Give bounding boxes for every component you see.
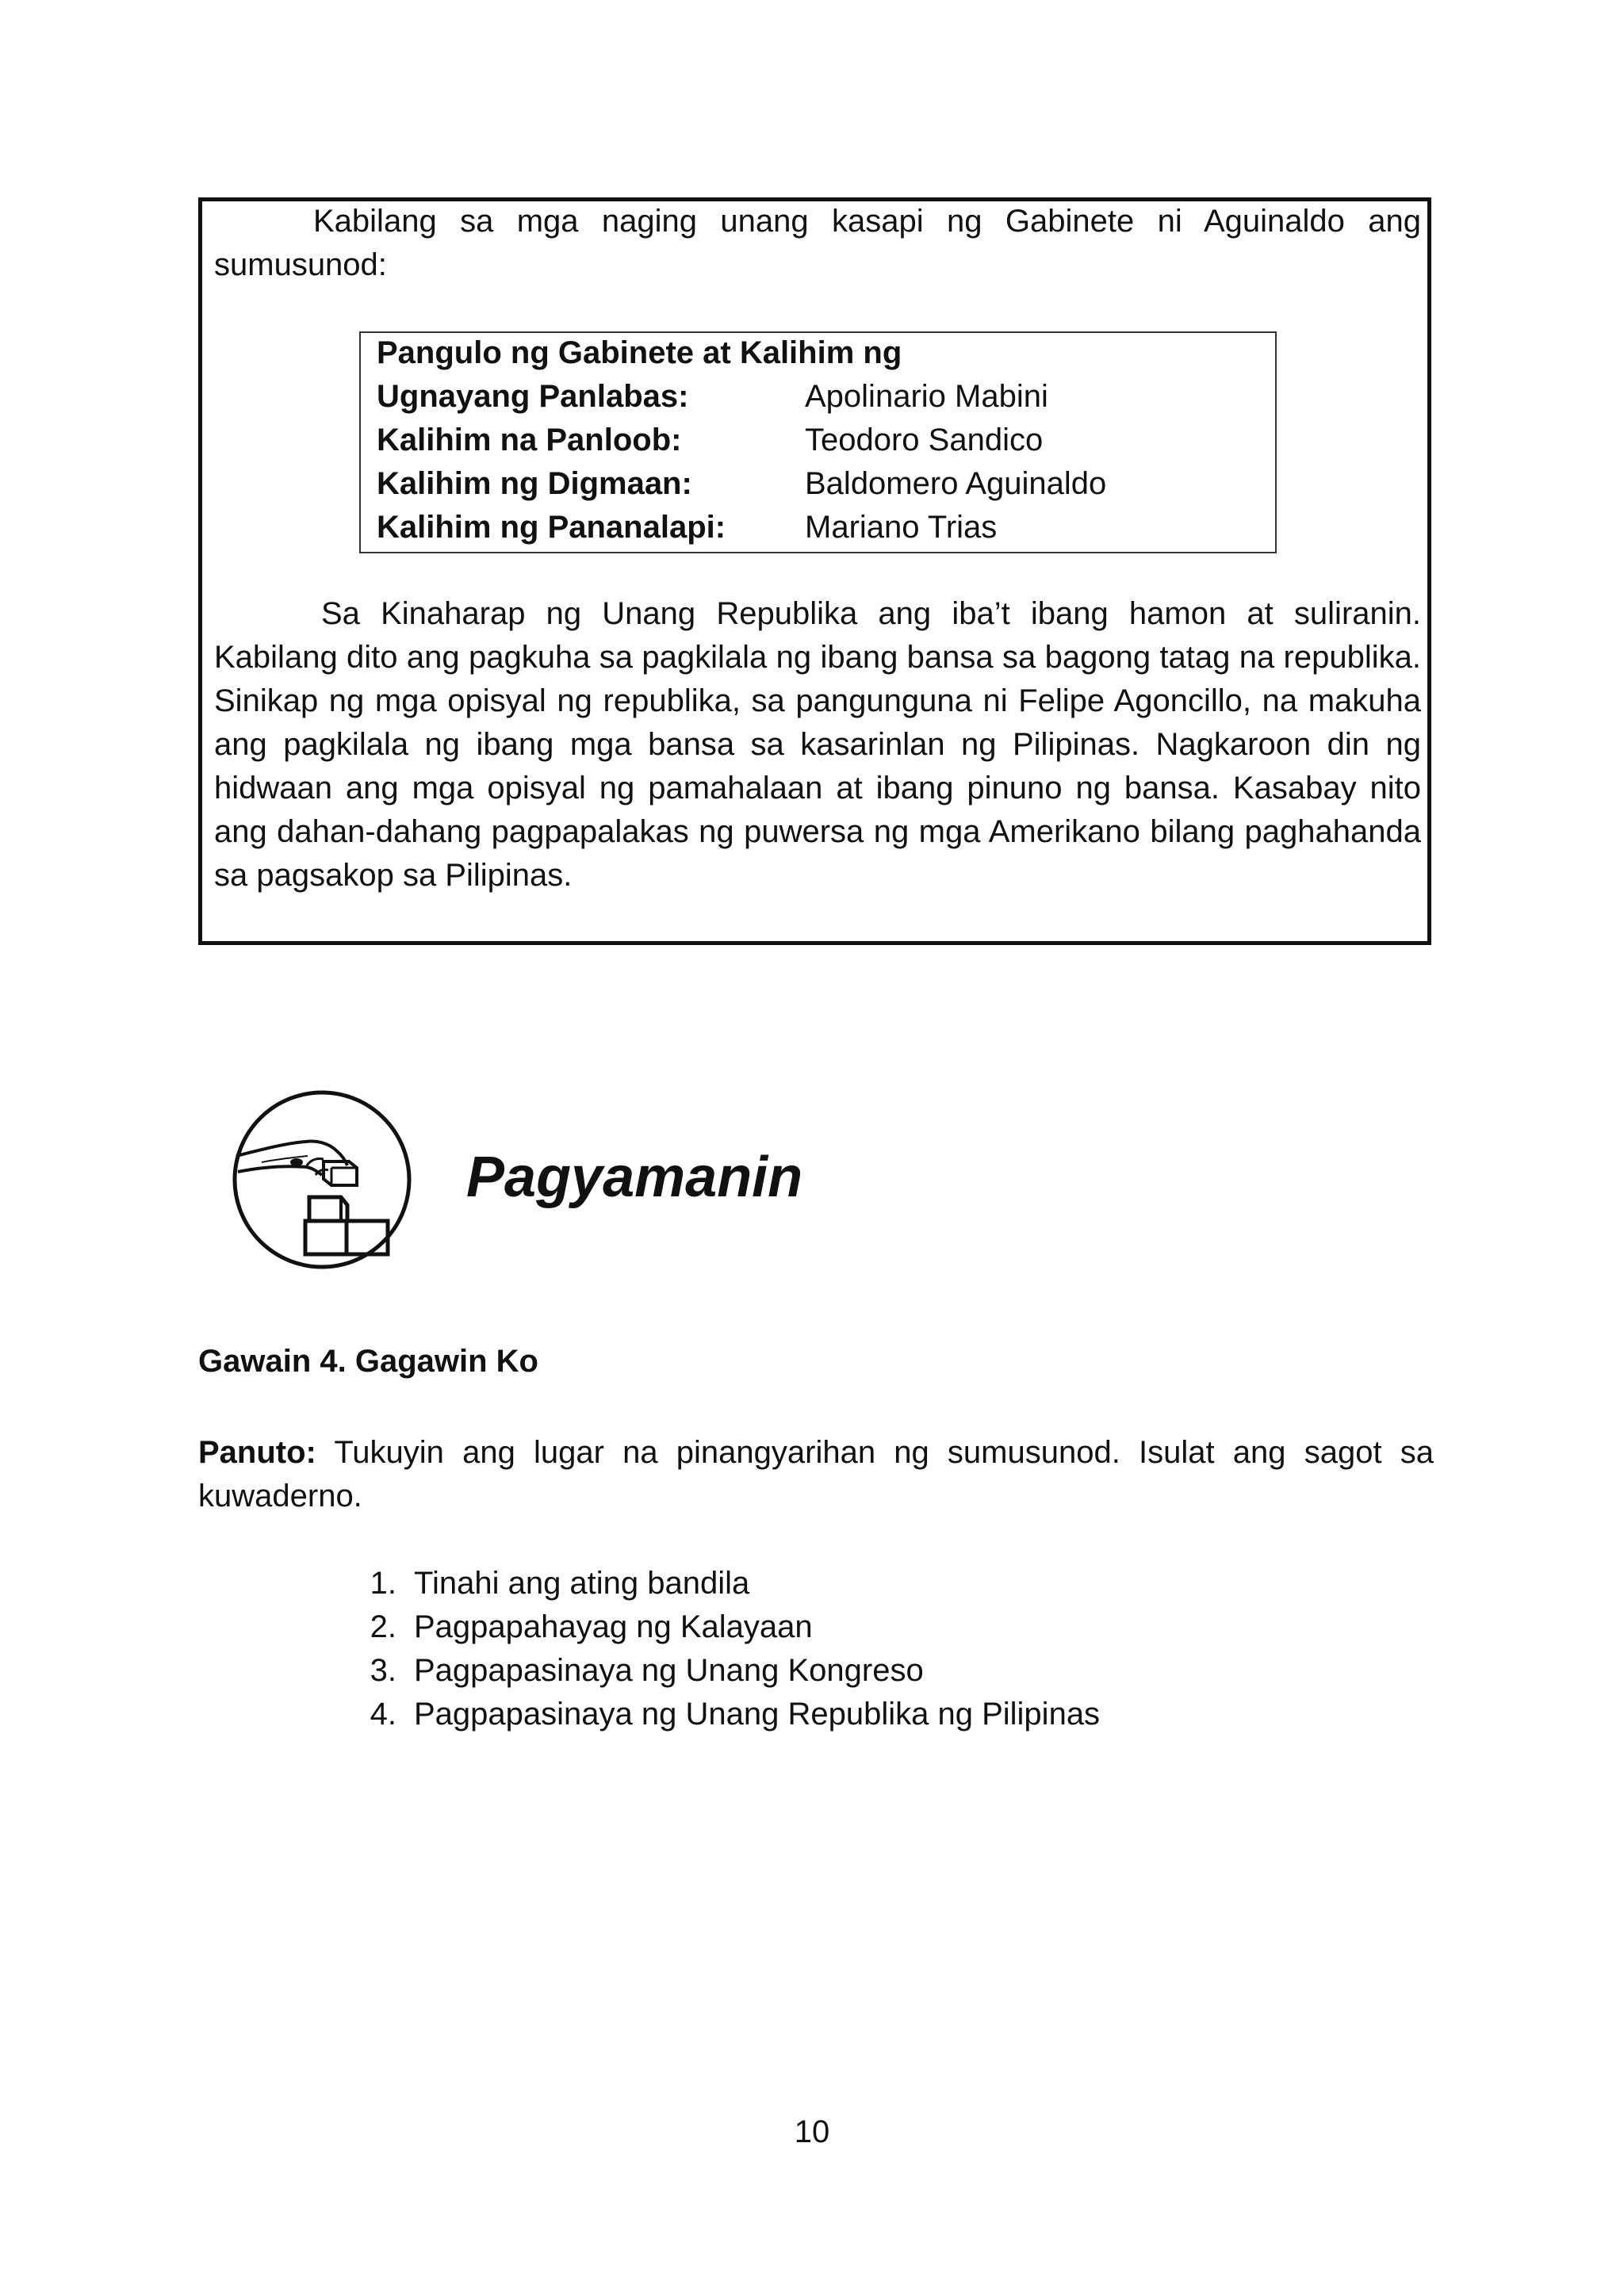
hand-stacking-blocks-icon [230, 1086, 420, 1276]
item-number: 1. [370, 1566, 396, 1601]
republic-challenges-paragraph: Sa Kinaharap ng Unang Republika ang iba’t ibang hamon at suliranin. Kabilang dito ang pagkuha sa pagkilala ng ibang bansa sa bagong tatag na republika. Sinikap ng mga opisyal ng republika, sa pangunguna ni Felipe Agoncillo, na makuha ang pagkilala ng ibang mga bansa sa kasarinlan ng Pilipinas. Nagkaroon din ng hidwaan ang mga opisyal ng pamahalaan at ibang pinuno ng bansa. Kasabay nito ang dahan-dahang pagpapalakas ng puwersa ng mga Amerikano bilang paghahanda sa pagsakop sa Pilipinas. [214, 596, 1421, 893]
section-title: Pagyamanin [466, 1146, 803, 1209]
item-text: Pagpapahayag ng Kalayaan [414, 1609, 813, 1644]
cabinet-row [377, 419, 1043, 462]
cabinet-member: Apolinario Mabini [805, 379, 1048, 414]
cabinet-row [377, 375, 1048, 419]
cabinet-member: Baldomero Aguinaldo [805, 466, 1107, 501]
cabinet-role: Kalihim ng Digmaan: [377, 466, 692, 501]
activity-items [341, 1562, 1100, 1736]
cabinet-role: Kalihim na Panloob: [377, 423, 682, 457]
activity-instruction [198, 1431, 1434, 1518]
list-item [341, 1649, 1100, 1693]
cabinet-row [377, 506, 997, 549]
list-item [341, 1693, 1100, 1736]
cabinet-role: Ugnayang Panlabas: [377, 379, 689, 414]
item-text: Pagpapasinaya ng Unang Republika ng Pilipinas [414, 1697, 1101, 1732]
item-number: 2. [370, 1609, 396, 1644]
cabinet-header [377, 331, 902, 375]
item-text: Tinahi ang ating bandila [414, 1566, 750, 1601]
cabinet-member: Mariano Trias [805, 510, 998, 545]
cabinet-header-text: Pangulo ng Gabinete at Kalihim ng [377, 335, 902, 370]
cabinet-row [377, 462, 1106, 506]
cabinet-role: Kalihim ng Pananalapi: [377, 510, 726, 545]
item-text: Pagpapasinaya ng Unang Kongreso [414, 1653, 924, 1688]
instruction-label: Panuto: [198, 1435, 316, 1470]
item-number: 3. [370, 1653, 396, 1688]
cabinet-member: Teodoro Sandico [805, 423, 1044, 457]
item-number: 4. [370, 1697, 396, 1732]
page-number: 10 [794, 2114, 830, 2149]
cabinet-intro-paragraph: Kabilang sa mga naging unang kasapi ng Gabinete ni Aguinaldo ang sumusunod: [214, 204, 1421, 282]
instruction-text: Tukuyin ang lugar na pinangyarihan ng sumusunod. Isulat ang sagot sa kuwaderno. [198, 1435, 1434, 1513]
list-item [341, 1562, 1100, 1605]
activity-title: Gawain 4. Gagawin Ko [198, 1344, 538, 1379]
list-item [341, 1605, 1100, 1649]
